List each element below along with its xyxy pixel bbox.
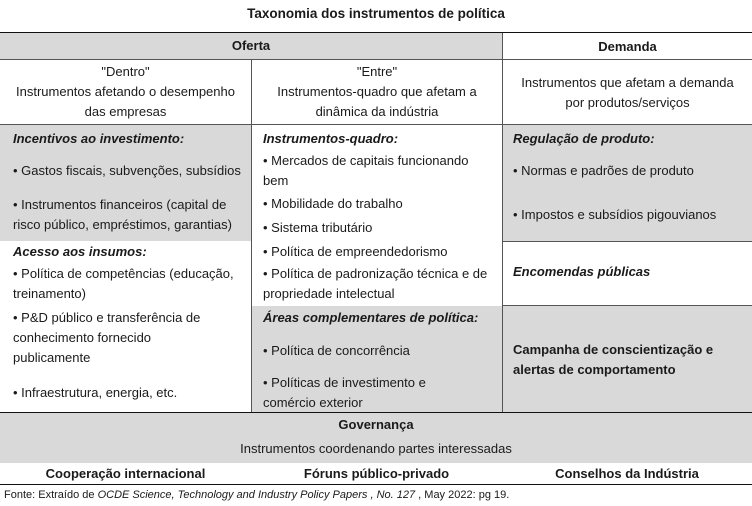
- col2-item-investimento: [263, 373, 426, 413]
- rule-col3-mid2: [503, 305, 752, 306]
- col1-item-competencias: [13, 264, 234, 304]
- col3-item-impostos: • Impostos e subsídios pigouvianos: [513, 207, 717, 222]
- col1-competencias-line1: • Política de competências (educação,: [13, 266, 234, 281]
- col1-item-gastos: • Gastos fiscais, subvenções, subsídios: [13, 163, 241, 178]
- col2-areas-heading: Áreas complementares de política:: [263, 310, 479, 325]
- col2-mercados-line2: bem: [263, 173, 289, 188]
- col2-padron-line2: propriedade intelectual: [263, 286, 395, 301]
- rule-bottom: [0, 484, 752, 485]
- rule-col3-mid1: [503, 241, 752, 242]
- subheader-dentro: [0, 62, 251, 122]
- footnote-suffix: , May 2022: pg 19.: [415, 489, 510, 501]
- footnote-prefix: Fonte: Extraído de: [4, 489, 98, 501]
- col2-quadro-heading: Instrumentos-quadro:: [263, 131, 399, 146]
- footnote-source: OCDE Science, Technology and Industry Policy Papers , No. 127: [97, 489, 416, 501]
- entre-desc-line1: Instrumentos-quadro que afetam a: [277, 84, 477, 99]
- governanca-title: Governança: [338, 417, 414, 432]
- col3-item-normas: • Normas e padrões de produto: [513, 163, 694, 178]
- dentro-desc-line2: das empresas: [84, 104, 167, 119]
- col3-encomendas: Encomendas públicas: [513, 264, 651, 279]
- header-oferta: Oferta: [231, 38, 271, 53]
- col3-regulacao-heading: Regulação de produto:: [513, 131, 655, 146]
- governanca-conselhos: Conselhos da Indústria: [555, 466, 699, 481]
- col3-campanha-line1: Campanha de conscientização e: [513, 342, 714, 357]
- governanca-coop: Cooperação internacional: [45, 466, 206, 481]
- col1-pd-line3: publicamente: [13, 350, 91, 365]
- rule-header: [0, 59, 752, 60]
- col2-item-mercados: [263, 151, 468, 191]
- col1-competencias-line2: treinamento): [13, 286, 86, 301]
- col1-financeiros-line2: risco público, empréstimos, garantias): [13, 217, 232, 232]
- col1-financeiros-line1: • Instrumentos financeiros (capital de: [13, 197, 227, 212]
- entre-label: "Entre": [356, 64, 398, 79]
- col1-item-infra: • Infraestrutura, energia, etc.: [13, 385, 178, 400]
- col2-invest-line1: • Políticas de investimento e: [263, 375, 426, 390]
- subheader-entre: [252, 62, 502, 122]
- col1-item-financeiros: [13, 195, 232, 235]
- rule-top: [0, 32, 752, 33]
- col1-item-pd: [13, 308, 200, 368]
- entre-desc-line2: dinâmica da indústria: [315, 104, 439, 119]
- demanda-desc-line1: Instrumentos que afetam a demanda: [521, 75, 734, 90]
- col2-item-tributario: • Sistema tributário: [263, 220, 373, 235]
- col1-acesso-heading: Acesso aos insumos:: [13, 244, 147, 259]
- col1-pd-line2: conhecimento fornecido: [13, 330, 152, 345]
- col2-item-concorrencia: • Política de concorrência: [263, 343, 410, 358]
- col2-item-padronizacao: [263, 264, 487, 304]
- demanda-desc-line2: por produtos/serviços: [565, 95, 690, 110]
- col2-padron-line1: • Política de padronização técnica e de: [263, 266, 488, 281]
- col2-item-mobilidade: • Mobilidade do trabalho: [263, 196, 403, 211]
- col3-campanha: [513, 340, 713, 380]
- col3-campanha-line2: alertas de comportamento: [513, 362, 676, 377]
- rule-subheader: [0, 124, 752, 125]
- dentro-desc-line1: Instrumentos afetando o desempenho: [16, 84, 235, 99]
- governanca-foruns: Fóruns público-privado: [303, 466, 450, 481]
- table-title: Taxonomia dos instrumentos de política: [247, 6, 505, 21]
- col2-invest-line2: comércio exterior: [263, 395, 363, 410]
- col2-item-empreend: • Política de empreendedorismo: [263, 244, 448, 259]
- governanca-desc: Instrumentos coordenando partes interessadas: [240, 441, 512, 456]
- dentro-label: "Dentro": [101, 64, 150, 79]
- source-footnote: [4, 489, 752, 501]
- col1-pd-line1: • P&D público e transferência de: [13, 310, 201, 325]
- header-demanda: Demanda: [598, 39, 657, 54]
- subheader-demanda: [503, 73, 752, 113]
- col1-incentivos-heading: Incentivos ao investimento:: [13, 131, 185, 146]
- col2-mercados-line1: • Mercados de capitais funcionando: [263, 153, 469, 168]
